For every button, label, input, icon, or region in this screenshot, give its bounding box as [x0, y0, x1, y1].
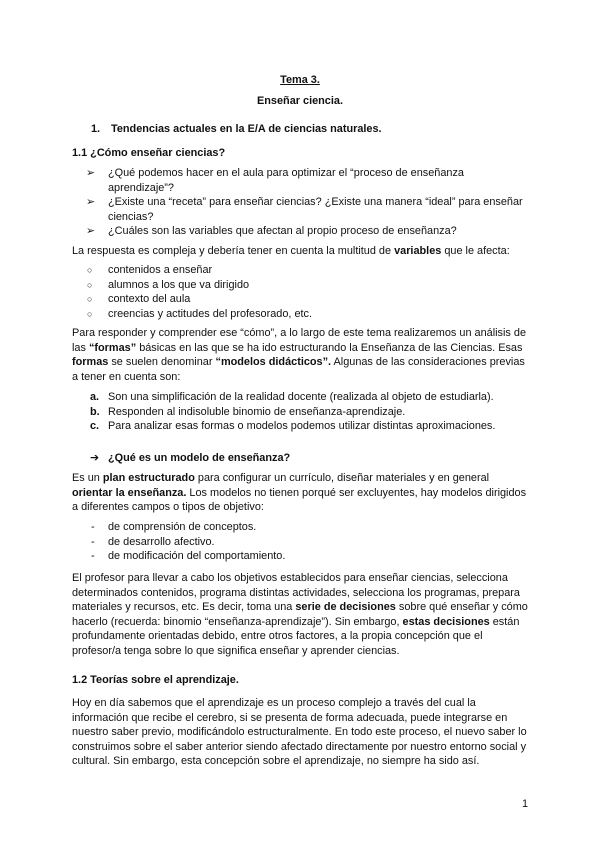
list-item: ➢ ¿Existe una “receta” para enseñar ciencias? ¿Existe una manera “ideal” para enseñar ciencias? [86, 196, 523, 223]
paragraph-formas: Para responder y comprender ese “cómo”, a lo largo de este tema realizaremos un análisis de las “formas” básicas en las que se ha ido estructurando la Enseñanza de las Ciencias. Esas formas se suelen denominar “modelos didácticos”. Algunas de las consideraciones previas a tener en cuenta son: [72, 327, 527, 383]
document-subtitle: Enseñar ciencia. [257, 95, 343, 107]
considerations-list [72, 390, 528, 434]
list-item: ○ contexto del aula [87, 293, 191, 306]
objectives-list [72, 520, 528, 564]
section-1-heading [72, 122, 528, 137]
list-item: ○ creencias y actitudes del profesorado, etc. [87, 307, 313, 320]
list-item: ○ alumnos a los que va dirigido [87, 278, 250, 291]
bullet-dash-icon: - [91, 535, 95, 548]
list-item: b. Responden al indisoluble binomio de enseñanza-aprendizaje. [90, 405, 406, 418]
list-item: c. Para analizar esas formas o modelos podemos utilizar distintas aproximaciones. [90, 420, 496, 433]
bullet-arrowhead-icon: ➢ [86, 225, 96, 238]
paragraph-plan: Es un plan estructurado para configurar un currículo, diseñar materiales y en general orientar la enseñanza. Los modelos no tienen porqué ser excluyentes, hay modelos dirigidos a diferentes campos o tipos de objetivo: [72, 472, 527, 514]
list-item: - de modificación del comportamiento. [91, 550, 286, 563]
list-item: ➢ ¿Cuáles son las variables que afectan al propio proceso de enseñanza? [86, 225, 457, 238]
variables-list [72, 263, 528, 321]
list-item: ➢ ¿Qué podemos hacer en el aula para optimizar el “proceso de enseñanza aprendizaje”? [86, 167, 464, 194]
section-1-text: Tendencias actuales en la E/A de ciencias naturales. [111, 123, 382, 135]
paragraph-variables: La respuesta es compleja y debería tener en cuenta la multitud de variables que le afecta: [72, 245, 510, 257]
list-item: - de comprensión de conceptos. [91, 521, 257, 533]
paragraph-aprendizaje: Hoy en día sabemos que el aprendizaje es un proceso complejo a través del cual la información que recibe el cerebro, si se presenta de forma adecuada, puede integrarse en nuestro saber previo, modificándolo estructuralmente. En todo este proceso, el nuevo saber lo construimos sobre el saber anterior siendo afectado directamente por nuestro entorno social y cultural. Sin embargo, esta concepción sobre el aprendizaje, no siempre ha sido así. [72, 697, 527, 768]
bullet-arrowhead-icon: ➢ [86, 196, 96, 209]
list-item: - de desarrollo afectivo. [91, 535, 215, 548]
page-number: 1 [521, 798, 528, 810]
section-1-1-heading: 1.1 ¿Cómo enseñar ciencias? [72, 147, 226, 159]
bullet-arrowhead-icon: ➢ [86, 167, 96, 179]
bullet-circle-icon: ○ [87, 294, 93, 305]
document-title: Tema 3. [280, 74, 320, 86]
question-list [72, 166, 528, 239]
bullet-circle-icon: ○ [87, 265, 93, 275]
model-heading: ➔ ¿Qué es un modelo de enseñanza? [90, 452, 291, 464]
list-item: a. Son una simplificación de la realidad docente (realizada al objeto de estudiarla). [90, 391, 494, 403]
arrow-right-icon: ➔ [90, 452, 100, 464]
document-page [72, 0, 528, 768]
section-1-number: 1. [91, 123, 101, 135]
paragraph-profesor: El profesor para llevar a cabo los objetivos establecidos para enseñar ciencias, selecciona determinados contenidos, programa distintas actividades, selecciona los programas, prepara materiales y recursos, etc. Es decir, toma una serie de decisiones sobre qué enseñar y cómo hacerlo (recuerda: binomio “enseñanza-aprendizaje”). Sin embargo, estas decisiones están profundamente orientadas debido, entre otros factores, a la propia concepción que el profesor/a tenga sobre lo que significa enseñar y aprender ciencias. [72, 572, 528, 657]
bullet-dash-icon: - [91, 550, 95, 563]
bullet-circle-icon: ○ [87, 308, 93, 319]
bullet-dash-icon: - [91, 521, 95, 533]
bullet-circle-icon: ○ [87, 279, 93, 290]
section-1-2-heading: 1.2 Teorías sobre el aprendizaje. [72, 674, 239, 686]
list-item: ○ contenidos a enseñar [87, 264, 213, 276]
